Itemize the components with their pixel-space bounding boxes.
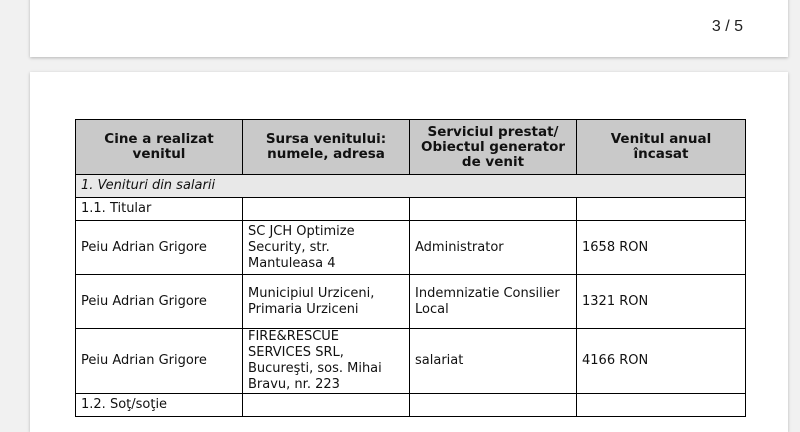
- table-row: [76, 329, 746, 394]
- cell-who: Peiu Adrian Grigore: [76, 275, 243, 329]
- table-cell: [577, 198, 746, 221]
- cell-income: 1658 RON: [577, 221, 746, 275]
- subsection-title: 1.1. Titular: [76, 198, 243, 221]
- table-cell: [577, 394, 746, 417]
- document-page: [30, 72, 788, 432]
- subsection-title: 1.2. Soţ/soţie: [76, 394, 243, 417]
- page-counter: 3 / 5: [711, 18, 743, 35]
- table-cell: [243, 198, 410, 221]
- cell-source: SC JCH Optimize Security, str. Mantuleasa 4: [243, 221, 410, 275]
- cell-service: salariat: [410, 329, 577, 394]
- cell-who: Peiu Adrian Grigore: [76, 329, 243, 394]
- cell-source: Municipiul Urziceni, Primaria Urziceni: [243, 275, 410, 329]
- header-service: Serviciul prestat/ Obiectul generator de venit: [410, 120, 577, 175]
- table-row: [76, 221, 746, 275]
- header-income: Venitul anual încasat: [577, 120, 746, 175]
- income-table: [75, 119, 746, 417]
- cell-service: Administrator: [410, 221, 577, 275]
- cell-source: FIRE&RESCUE SERVICES SRL, Bucureşti, sos. Mihai Bravu, nr. 223: [243, 329, 410, 394]
- cell-income: 1321 RON: [577, 275, 746, 329]
- previous-page: [30, 0, 788, 57]
- subsection-row: [76, 394, 746, 417]
- table-header-row: [76, 120, 746, 175]
- header-source: Sursa venitului: numele, adresa: [243, 120, 410, 175]
- table-cell: [410, 198, 577, 221]
- header-who: Cine a realizat venitul: [76, 120, 243, 175]
- table-cell: [243, 394, 410, 417]
- table-cell: [410, 394, 577, 417]
- table-row: [76, 275, 746, 329]
- subsection-row: [76, 198, 746, 221]
- cell-who: Peiu Adrian Grigore: [76, 221, 243, 275]
- cell-service: Indemnizatie Consilier Local: [410, 275, 577, 329]
- cell-income: 4166 RON: [577, 329, 746, 394]
- section-row: [76, 175, 746, 198]
- section-title: 1. Venituri din salarii: [76, 175, 746, 198]
